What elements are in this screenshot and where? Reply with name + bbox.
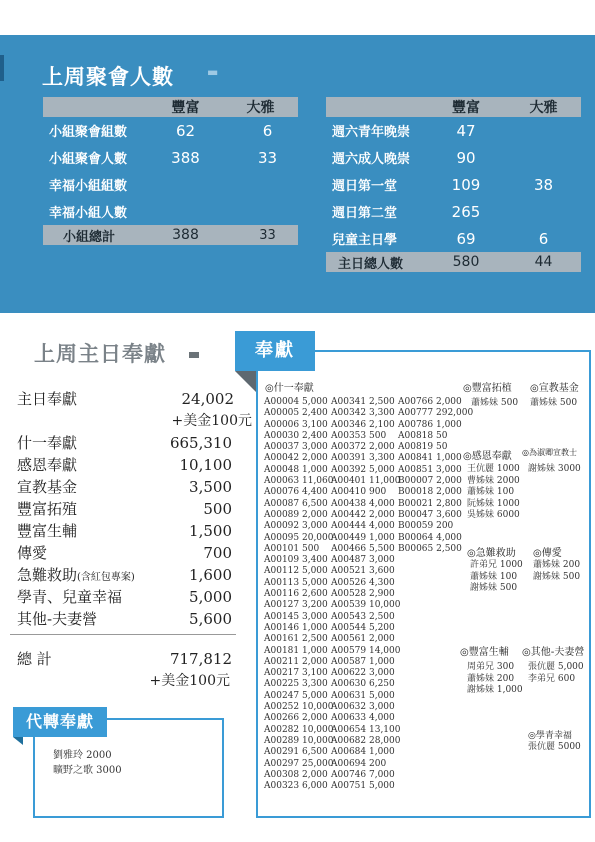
tithe-entry: A00089 2,000 — [264, 509, 328, 520]
tithe-entry: A00818 50 — [398, 430, 448, 441]
header-empty — [43, 97, 148, 117]
table-row — [43, 198, 298, 225]
proxy-line: 劉雅玲 2000 — [53, 750, 112, 761]
love-entries — [533, 560, 580, 583]
tithe-entry: A00282 10,000 — [264, 724, 334, 735]
table-row — [326, 225, 581, 252]
tithe-entry: A00392 5,000 — [331, 464, 395, 475]
tithe-entry: A00528 2,900 — [331, 589, 395, 600]
offering-label: 感恩奉獻 — [17, 456, 78, 474]
thanks-heading: ◎感恩奉獻 — [463, 451, 512, 462]
entry: 謝姊妹 500 — [470, 583, 518, 593]
tithe-entry: A00217 3,100 — [264, 668, 328, 679]
tithe-entry: A00766 2,000 — [398, 397, 462, 407]
tithe-entry: A00063 11,060 — [264, 476, 334, 487]
offering-total-row — [17, 648, 252, 670]
offering-value: 700 — [203, 544, 232, 562]
tithe-entry: A00127 3,200 — [264, 600, 328, 611]
tithe-entry: A00101 500 — [264, 543, 320, 554]
table-row — [326, 198, 581, 225]
tithe-entry: A00622 3,000 — [331, 668, 395, 679]
tithe-entry: A00561 2,000 — [331, 634, 395, 645]
table-row — [43, 171, 298, 198]
row-label: 幸福小組組數 — [49, 179, 128, 194]
tithe-entry: A00746 7,000 — [331, 769, 395, 780]
offering-usd-note: +美金100元 — [171, 413, 252, 429]
tithe-entry: A00442 2,000 — [331, 509, 395, 520]
entry: 張伉麗 5000 — [528, 742, 581, 752]
entry: 曹姊妹 2000 — [467, 475, 520, 486]
offering-item — [17, 608, 252, 630]
love-heading: ◎傳愛 — [533, 548, 562, 559]
sunday-service-table — [326, 97, 581, 272]
offering-value: 665,310 — [169, 434, 232, 452]
row-value-fengfu: 62 — [175, 121, 196, 140]
offering-value: 500 — [203, 500, 232, 518]
entry: 謝姊妹 500 — [533, 571, 581, 582]
entry: 周弟兄 300 — [467, 662, 515, 672]
row-label: 週日第一堂 — [332, 179, 398, 194]
entry: 許弟兄 1000 — [470, 560, 523, 570]
offering-item — [17, 476, 252, 498]
tithe-entry: A00308 2,000 — [264, 769, 328, 780]
tithe-entry: A00449 1,000 — [331, 532, 395, 543]
entry: 謝姊妹 1,000 — [467, 685, 523, 695]
tithe-entry: A00632 3,000 — [331, 702, 395, 713]
row-label: 幸福小組人數 — [49, 206, 128, 221]
offering-value: 5,000 — [189, 588, 232, 606]
tab-fold-shape — [235, 371, 256, 392]
fengfu-shengfu-heading: ◎豐富生輔 — [460, 647, 509, 658]
youth-heading: ◎學青幸福 — [528, 731, 572, 741]
tithe-entry: A00410 900 — [331, 487, 387, 498]
proxy-offering-title: 代轉奉獻 — [13, 707, 107, 737]
offering-label: 傳愛 — [17, 544, 48, 562]
offering-item — [17, 388, 252, 410]
tithe-entry: A00297 25,000 — [264, 758, 334, 769]
small-group-table — [43, 97, 298, 245]
entry: 蕭姊妹 200 — [533, 560, 581, 570]
table-row — [326, 117, 581, 144]
offering-value: 3,500 — [189, 478, 232, 496]
tithe-entry: A00466 5,500 — [331, 543, 395, 554]
tithe-entry: A00113 5,000 — [264, 577, 328, 588]
tithe-entry: A00004 5,000 — [264, 397, 328, 407]
row-value-fengfu: 90 — [456, 148, 476, 167]
row-value-fengfu: 47 — [456, 121, 476, 140]
attendance-section — [0, 35, 595, 313]
row-label: 兒童主日學 — [332, 233, 398, 248]
tithe-entry: A00786 1,000 — [398, 419, 462, 430]
for-missionary-entries — [528, 464, 581, 476]
tithe-entry: A00225 3,300 — [264, 679, 328, 690]
row-label: 週六成人晚崇 — [332, 152, 411, 167]
tithe-entry: A00247 5,000 — [264, 690, 328, 701]
for-missionary-heading: ◎為淑卿宣教士 — [522, 448, 577, 457]
fengfu-tuozhi-entries — [471, 398, 518, 410]
tithe-entry: A00087 6,500 — [264, 498, 328, 509]
table-header-row — [43, 97, 298, 117]
tithe-entry: A00851 3,000 — [398, 464, 462, 475]
entry: 吳姊妹 6000 — [467, 510, 520, 520]
tithe-entry: A00145 3,000 — [264, 611, 328, 622]
offering-value: 1,500 — [189, 522, 232, 540]
offering-value: 10,100 — [179, 456, 232, 474]
tithe-entry: A00346 2,100 — [331, 419, 395, 430]
tithe-entry: A00353 500 — [331, 430, 387, 441]
tithe-entry: A00006 3,100 — [264, 419, 328, 430]
total-label: 小組總計 — [43, 225, 148, 245]
tithe-entry: A00777 292,000 — [398, 408, 474, 419]
offering-label-note: (含紅包專案) — [77, 572, 135, 583]
youth-entries — [528, 742, 581, 754]
tithe-entry: A00631 5,000 — [331, 690, 395, 701]
tab-fold-shape — [13, 737, 23, 745]
total-row — [326, 252, 581, 272]
row-label: 小組聚會組數 — [49, 125, 128, 140]
tithe-entry: A00694 200 — [331, 758, 387, 769]
relief-entries — [470, 560, 523, 595]
row-label: 週日第二堂 — [332, 206, 398, 221]
row-label: 週六青年晚崇 — [332, 125, 411, 140]
tithe-entry: A00211 2,000 — [264, 656, 328, 667]
row-value-daya — [506, 144, 581, 171]
table-header-row — [326, 97, 581, 117]
offering-label: 其他-夫妻營 — [17, 610, 98, 628]
entry: 蕭姊妹 100 — [470, 571, 518, 582]
tithe-entry: A00095 20,000 — [264, 532, 334, 543]
tithe-entry: B00065 2,500 — [398, 543, 462, 554]
tithe-entry: A00161 2,500 — [264, 634, 328, 645]
tithe-column — [264, 397, 333, 792]
title-accent-mark — [189, 352, 199, 358]
row-value-daya: 33 — [257, 148, 278, 167]
tithe-heading: ◎什一奉獻 — [265, 383, 314, 394]
header-daya: 大雅 — [223, 97, 298, 117]
tithe-entry: A00751 5,000 — [331, 781, 395, 792]
offering-label-text: 急難救助 — [17, 566, 78, 584]
entry: 張伉麗 5,000 — [528, 662, 584, 672]
proxy-line: 曠野之歌 3000 — [53, 765, 122, 776]
row-value-daya: 38 — [533, 175, 554, 194]
tithe-entry: B00047 3,600 — [398, 509, 462, 520]
row-value-daya — [506, 117, 581, 144]
table-row — [326, 171, 581, 198]
offering-item — [17, 454, 252, 476]
row-label: 小組聚會人數 — [49, 152, 128, 167]
title-accent-mark: ▬ — [207, 65, 219, 79]
tithe-entry: A00391 3,300 — [331, 453, 395, 464]
offering-item — [17, 520, 252, 542]
row-value-daya: 6 — [262, 121, 273, 140]
tithe-entry: A00654 13,100 — [331, 724, 401, 735]
tithe-entry: A00048 1,000 — [264, 464, 328, 475]
total-value-daya: 33 — [223, 225, 298, 245]
offering-value: 24,002 — [181, 390, 234, 408]
total-value-fengfu: 388 — [148, 225, 223, 245]
tithe-entry: A00342 3,300 — [331, 408, 395, 419]
fengfu-shengfu-entries — [467, 662, 523, 697]
header-daya: 大雅 — [506, 97, 581, 117]
tithe-entry: A00109 3,400 — [264, 555, 328, 566]
tithe-entry: A00037 3,000 — [264, 442, 328, 453]
row-value-fengfu — [148, 171, 223, 198]
entry: 李弟兄 600 — [528, 673, 576, 684]
tithe-entry: A00543 2,500 — [331, 611, 395, 622]
offering-label: 什一奉獻 — [17, 434, 78, 452]
tithe-entry: A00042 2,000 — [264, 453, 328, 464]
tithe-entry: A00266 2,000 — [264, 713, 328, 724]
tithe-entry: A00181 1,000 — [264, 645, 328, 656]
offering-item — [17, 498, 252, 520]
tithe-entry: A00112 5,000 — [264, 566, 328, 577]
total-value-daya: 44 — [506, 252, 581, 272]
tithe-entry: B00059 200 — [398, 521, 454, 532]
offering-total-value: 717,812 — [169, 650, 232, 668]
header-fengfu: 豐富 — [426, 97, 506, 117]
tithe-entry: A00005 2,400 — [264, 408, 328, 419]
total-value-fengfu: 580 — [426, 252, 506, 272]
attendance-title: 上周聚會人數 — [42, 65, 174, 89]
table-row — [43, 144, 298, 171]
offering-usd-row — [17, 410, 252, 432]
tithe-entry: A00401 11,000 — [331, 476, 401, 487]
fengfu-tuozhi-heading: ◎豐富拓植 — [463, 383, 512, 394]
row-value-daya — [506, 198, 581, 225]
thanks-entries — [467, 464, 520, 522]
tithe-entry: A00341 2,500 — [331, 397, 395, 407]
tithe-entry: A00146 1,000 — [264, 622, 328, 633]
entry: 蕭姊妹 100 — [467, 487, 515, 497]
entry: 阮姊妹 1000 — [467, 498, 520, 509]
tithe-entry: A00438 4,000 — [331, 498, 395, 509]
tithe-entry: A00030 2,400 — [264, 430, 328, 441]
tithe-entry: A00289 10,000 — [264, 735, 334, 746]
other-heading: ◎其他-夫妻營 — [522, 647, 585, 658]
tithe-entry: A00092 3,000 — [264, 521, 328, 532]
tithe-entry: A00487 3,000 — [331, 555, 395, 566]
tithe-entry: A00444 4,000 — [331, 521, 395, 532]
tithe-entry: A00252 10,000 — [264, 702, 334, 713]
entry: 蕭姊妹 500 — [530, 398, 578, 408]
tithe-entry: A00521 3,600 — [331, 566, 395, 577]
tithe-entry: A00539 10,000 — [331, 600, 401, 611]
tithe-entry: A00633 4,000 — [331, 713, 395, 724]
tithe-entry: B00021 2,800 — [398, 498, 462, 509]
offering-item — [17, 586, 252, 608]
row-value-daya — [223, 198, 298, 225]
row-value-fengfu: 265 — [451, 202, 481, 221]
tithe-entry: A00819 50 — [398, 442, 448, 453]
offering-total-label: 總 計 — [17, 650, 52, 668]
row-value-fengfu: 388 — [171, 148, 200, 167]
tithe-entry: A00544 5,200 — [331, 622, 395, 633]
divider — [10, 634, 236, 635]
relief-heading: ◎急難救助 — [467, 548, 516, 559]
tithe-column — [331, 397, 400, 792]
offering-title: 上周主日奉獻 — [34, 342, 166, 366]
tithe-entry: A00323 6,000 — [264, 781, 328, 792]
offering-label: 豐富生輔 — [17, 522, 78, 540]
entry: 蕭姊妹 500 — [471, 398, 519, 408]
missions-heading: ◎宣教基金 — [530, 383, 579, 394]
offering-list-tab: 奉獻 — [235, 331, 315, 371]
tithe-entry: A00579 14,000 — [331, 645, 401, 656]
tithe-entry: B00018 2,000 — [398, 487, 462, 498]
other-entries — [528, 662, 584, 685]
tithe-entry: A00076 4,400 — [264, 487, 328, 498]
left-accent-bar — [0, 55, 4, 81]
offering-label: 豐富拓殖 — [17, 500, 78, 518]
tithe-entry: A00684 1,000 — [331, 747, 395, 758]
tithe-entry: A00587 1,000 — [331, 656, 395, 667]
tithe-column — [398, 397, 473, 555]
total-label: 主日總人數 — [326, 252, 426, 272]
table-row — [43, 117, 298, 144]
offering-item — [17, 432, 252, 454]
row-value-daya: 6 — [538, 229, 549, 248]
tithe-entry: B00064 4,000 — [398, 532, 462, 543]
tithe-entry: A00116 2,600 — [264, 589, 328, 600]
row-value-fengfu — [148, 198, 223, 225]
missions-entries — [530, 398, 577, 410]
tithe-entry: A00526 4,300 — [331, 577, 395, 588]
offering-label: 學青、兒童幸福 — [17, 588, 123, 606]
offering-total-usd-row — [17, 670, 252, 692]
offering-value: 5,600 — [189, 610, 232, 628]
offering-item — [17, 564, 252, 586]
header-fengfu: 豐富 — [148, 97, 223, 117]
offering-label: 宣教基金 — [17, 478, 78, 496]
offering-total-usd: +美金100元 — [149, 673, 230, 689]
entry: 王伉麗 1000 — [467, 464, 520, 474]
tithe-entry: B00007 2,000 — [398, 476, 462, 487]
entry: 蕭姊妹 200 — [467, 673, 515, 684]
total-row — [43, 225, 298, 245]
offering-label: 主日奉獻 — [17, 390, 78, 408]
tithe-entry: A00372 2,000 — [331, 442, 395, 453]
offering-value: 1,600 — [189, 566, 232, 584]
entry: 謝姊妹 3000 — [528, 464, 581, 474]
row-value-daya — [223, 171, 298, 198]
header-empty — [326, 97, 426, 117]
table-row — [326, 144, 581, 171]
offering-item — [17, 542, 252, 564]
row-value-fengfu: 109 — [451, 175, 481, 194]
tithe-entry: A00291 6,500 — [264, 747, 328, 758]
tithe-entry: A00630 6,250 — [331, 679, 395, 690]
row-value-fengfu: 69 — [456, 229, 476, 248]
tithe-entry: A00841 1,000 — [398, 453, 462, 464]
tithe-entry: A00682 28,000 — [331, 735, 401, 746]
